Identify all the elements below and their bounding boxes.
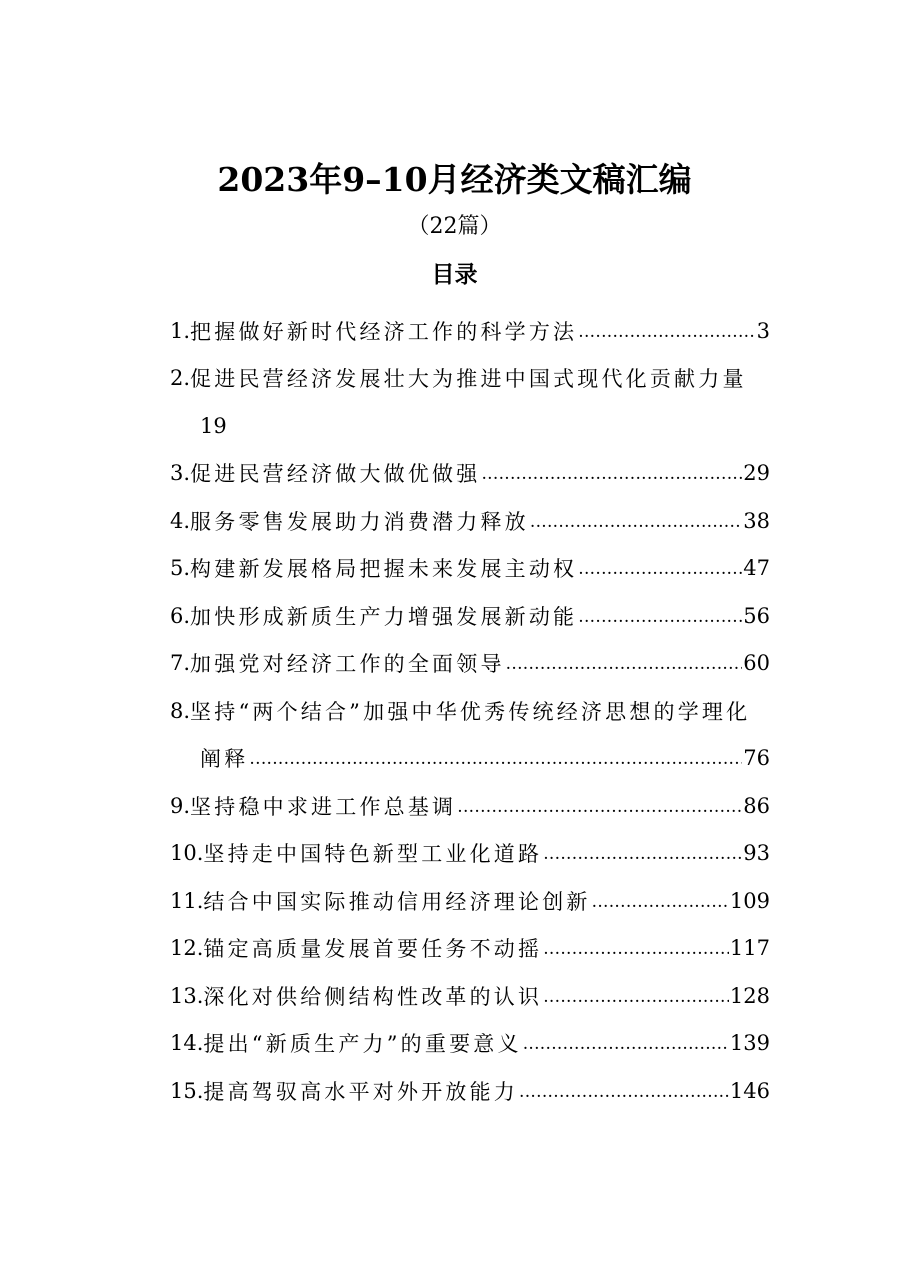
toc-entry-title: 加强党对经济工作的全面领导 (190, 652, 505, 677)
toc-entry-number: 9. (170, 793, 191, 818)
toc-entry-title: 构建新发展格局把握未来发展主动权 (190, 557, 578, 582)
toc-entry-3[interactable] (170, 450, 770, 498)
toc-entry-number: 6. (170, 603, 191, 628)
toc-entry-number: 2. (170, 366, 191, 391)
toc-entry-title: 坚持稳中求进工作总基调 (190, 794, 457, 819)
toc-entry-number: 14. (170, 1031, 204, 1056)
toc-entry-title: 锚定高质量发展首要任务不动摇 (203, 937, 543, 962)
toc-entry-page: 109 (729, 888, 770, 913)
toc-leader-dots (543, 939, 729, 959)
toc-entry-title: 促进民营经济做大做优做强 (190, 462, 481, 487)
toc-leader-dots (578, 322, 755, 342)
toc-entry-number: 1. (170, 318, 191, 343)
toc-entry-11[interactable] (170, 877, 770, 925)
toc-entry-page: 60 (743, 651, 770, 676)
toc-leader-dots (519, 1082, 729, 1102)
toc-heading: 目录 (431, 261, 478, 288)
toc-entry-2-continuation[interactable] (170, 402, 770, 450)
toc-leader-dots (457, 797, 742, 817)
toc-entry-page: 56 (743, 603, 770, 628)
toc-entry-page: 146 (729, 1078, 770, 1103)
toc-entry-6[interactable] (170, 592, 770, 640)
toc-entry-page: 3 (756, 318, 770, 343)
toc-leader-dots (530, 512, 742, 532)
toc-entry-13[interactable] (170, 972, 770, 1020)
toc-entry-number: 8. (170, 698, 191, 723)
toc-entry-title: 服务零售发展助力消费潜力释放 (190, 509, 529, 534)
toc-entry-number: 3. (170, 461, 191, 486)
toc-entry-4[interactable] (170, 497, 770, 545)
toc-entry-number: 13. (170, 983, 204, 1008)
toc-leader-dots (592, 892, 729, 912)
toc-entry-title-continuation: 阐释 (200, 747, 249, 772)
toc-entry-number: 7. (170, 651, 191, 676)
toc-entry-page: 139 (729, 1031, 770, 1056)
document-subtitle: （22篇） (407, 214, 502, 239)
toc-entry-9[interactable] (170, 782, 770, 830)
toc-entry-7[interactable] (170, 640, 770, 688)
toc-entry-14[interactable] (170, 1020, 770, 1068)
toc-entry-number: 11. (170, 888, 204, 913)
toc-leader-dots (523, 1034, 729, 1054)
toc-entry-number: 5. (170, 556, 191, 581)
toc-entry-page: 38 (743, 508, 770, 533)
toc-entry-title: 加快形成新质生产力增强发展新动能 (190, 604, 578, 629)
toc-entry-page: 47 (743, 556, 770, 581)
toc-entry-number: 15. (170, 1078, 204, 1103)
toc-entry-title: 提出“新质生产力”的重要意义 (203, 1032, 522, 1057)
toc-entry-8[interactable] (170, 687, 770, 735)
toc-entry-title: 把握做好新时代经济工作的科学方法 (190, 319, 578, 344)
toc-entry-page: 93 (743, 841, 770, 866)
toc-entry-title: 深化对供给侧结构性改革的认识 (203, 984, 543, 1009)
toc-entry-title: 促进民营经济发展壮大为推进中国式现代化贡献力量 (190, 367, 747, 392)
document-title: 2023年9–10月经济类文稿汇编 (217, 160, 692, 199)
toc-entry-title: 坚持走中国特色新型工业化道路 (203, 842, 543, 867)
toc-entry-5[interactable] (170, 545, 770, 593)
toc-leader-dots (506, 654, 743, 674)
toc-entry-title: 提高驾驭高水平对外开放能力 (203, 1079, 519, 1104)
toc-entry-page: 19 (200, 413, 227, 438)
toc-leader-dots (543, 987, 729, 1007)
toc-entry-page: 128 (729, 983, 770, 1008)
toc-entry-12[interactable] (170, 925, 770, 973)
toc-entry-number: 12. (170, 936, 204, 961)
toc-entry-10[interactable] (170, 830, 770, 878)
toc-entry-page: 76 (743, 746, 770, 771)
toc-entry-15[interactable] (170, 1067, 770, 1115)
toc-leader-dots (481, 464, 742, 484)
toc-entry-title: 结合中国实际推动信用经济理论创新 (203, 889, 591, 914)
toc-entry-8-continuation[interactable] (170, 735, 770, 783)
toc-entry-number: 10. (170, 841, 204, 866)
toc-leader-dots (578, 559, 742, 579)
toc-entry-2[interactable] (170, 355, 770, 403)
toc-entry-page: 86 (743, 793, 770, 818)
toc-entry-1[interactable] (170, 307, 770, 355)
toc-leader-dots (543, 844, 742, 864)
toc-leader-dots (578, 607, 742, 627)
toc-entry-page: 29 (743, 461, 770, 486)
toc-leader-dots (249, 749, 742, 769)
toc-entry-title: 坚持“两个结合”加强中华优秀传统经济思想的学理化 (190, 699, 751, 724)
table-of-contents (170, 307, 770, 1115)
toc-entry-number: 4. (170, 508, 191, 533)
toc-entry-page: 117 (729, 936, 770, 961)
